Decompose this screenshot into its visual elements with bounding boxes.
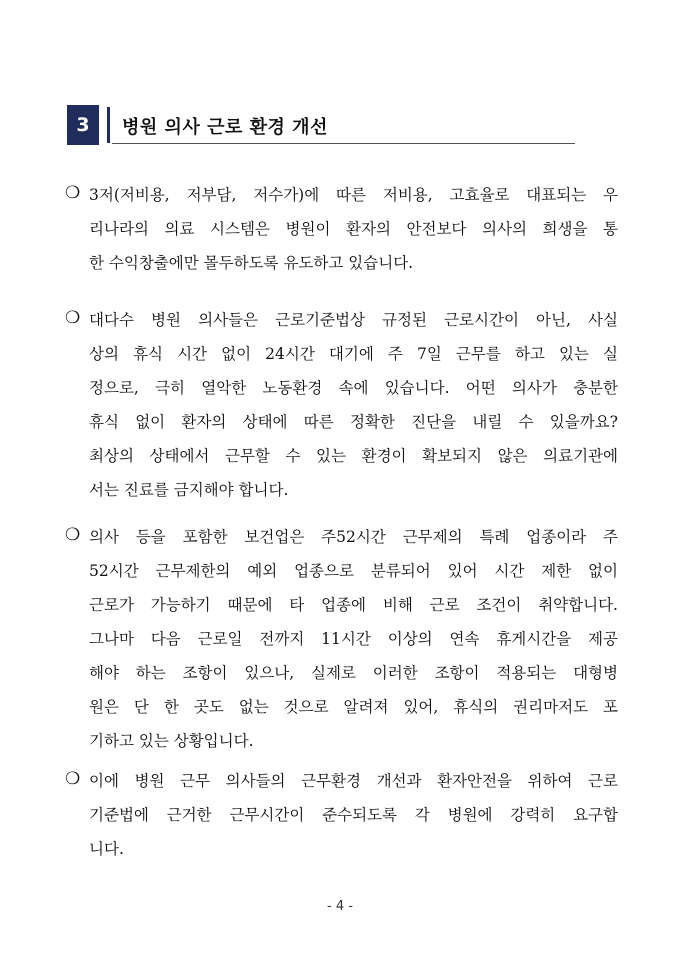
section-title-underline: [112, 143, 575, 144]
paragraph-line: 리나라의 의료 시스템은 병원이 환자의 안전보다 의사의 희생을 통: [89, 220, 618, 238]
section-title: 병원 의사 근로 환경 개선: [122, 117, 328, 138]
paragraph-line: 휴식 없이 환자의 상태에 따른 정확한 진단을 내릴 수 있을까요?: [89, 413, 618, 431]
paragraph-line: 기준법에 근거한 근무시간이 준수되도록 각 병원에 강력히 요구합: [89, 806, 618, 824]
paragraph-line: 니다.: [89, 840, 124, 858]
paragraph-line: 기하고 있는 상황입니다.: [89, 732, 254, 750]
paragraph-line: 의사 등을 포함한 보건업은 주52시간 근무제의 특례 업종이라 주: [89, 528, 618, 546]
page-number: - 4 -: [327, 899, 353, 914]
circle-bullet-icon: ❍: [65, 769, 81, 789]
section-divider-bar: [107, 107, 110, 143]
paragraph-line: 52시간 근무제한의 예외 업종으로 분류되어 있어 시간 제한 없이: [89, 562, 618, 580]
paragraph-line: 이에 병원 근무 의사들의 근무환경 개선과 환자안전을 위하여 근로: [89, 772, 618, 790]
circle-bullet-icon: ❍: [65, 308, 81, 328]
paragraph-line: 서는 진료를 금지해야 합니다.: [89, 481, 289, 499]
paragraph-line: 정으로, 극히 열악한 노동환경 속에 있습니다. 어떤 의사가 충분한: [89, 379, 618, 397]
paragraph-line: 한 수익창출에만 몰두하도록 유도하고 있습니다.: [89, 254, 414, 272]
section-number-badge: 3: [67, 105, 99, 145]
paragraph-line: 상의 휴식 시간 없이 24시간 대기에 주 7일 근무를 하고 있는 실: [89, 345, 618, 363]
paragraph-line: 근로가 가능하기 때문에 타 업종에 비해 근로 조건이 취약합니다.: [89, 596, 618, 614]
paragraph-line: 3저(저비용, 저부담, 저수가)에 따른 저비용, 고효율로 대표되는 우: [89, 186, 618, 204]
paragraph-line: 대다수 병원 의사들은 근로기준법상 규정된 근로시간이 아닌, 사실: [89, 311, 618, 329]
circle-bullet-icon: ❍: [65, 183, 81, 203]
section-header: [67, 105, 575, 145]
paragraph-line: 해야 하는 조항이 있으나, 실제로 이러한 조항이 적용되는 대형병: [89, 664, 618, 682]
paragraph-line: 최상의 상태에서 근무할 수 있는 환경이 확보되지 않은 의료기관에: [89, 447, 618, 465]
paragraph-line: 원은 단 한 곳도 없는 것으로 알려져 있어, 휴식의 권리마저도 포: [89, 698, 618, 716]
paragraph-line: 그나마 다음 근로일 전까지 11시간 이상의 연속 휴게시간을 제공: [89, 630, 618, 648]
circle-bullet-icon: ❍: [65, 525, 81, 545]
